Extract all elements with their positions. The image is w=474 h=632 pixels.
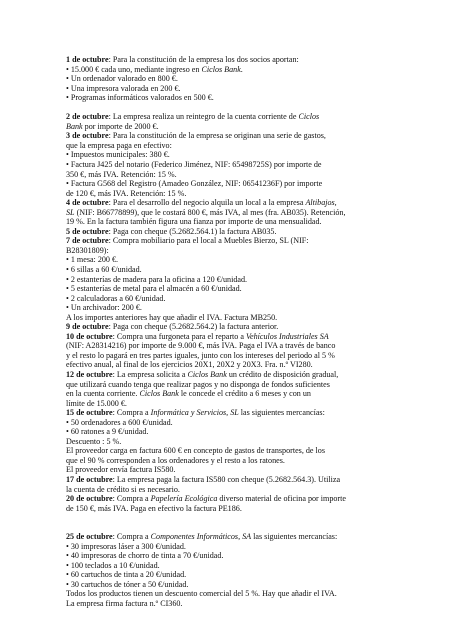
- entry-date: 15 de octubre: [66, 408, 113, 418]
- entry-text: : Compra a: [112, 532, 151, 542]
- bullet-line: • Programas informáticos valorados en 500 €.: [66, 93, 214, 103]
- entry-text: : La empresa paga la factura IS580 con cheque (5.2682.564.3). Utiliza: [112, 475, 341, 485]
- entry-oct-1: [66, 55, 451, 103]
- entry-text-after: un crédito de disposición gradual,: [226, 370, 339, 379]
- bullet-line: • Factura J425 del notario (Federico Jiménez, NIF: 65498725S) por importe de: [66, 159, 322, 169]
- entry-date: 1 de octubre: [66, 55, 109, 64]
- entry-text-after: diverso material de oficina por importe: [217, 494, 346, 504]
- bullet-line: • 30 impresoras láser a 300 €/unidad.: [66, 541, 186, 551]
- entry-line: [66, 122, 451, 132]
- entry-date: 10 de octubre: [66, 331, 113, 341]
- entry-text: : La empresa realiza un reintegro de la cuenta corriente de: [108, 112, 299, 122]
- paragraph-gap: [66, 103, 451, 113]
- entry-line: [66, 370, 451, 380]
- entry-line: 350 €, más IVA. Retención: 15 %.: [66, 169, 177, 179]
- bullet-line: • 2 estanterías de madera para la oficina a 120 €/unidad.: [66, 274, 248, 284]
- entry-oct-20: [66, 494, 451, 513]
- entry-text: : Compra a: [112, 408, 151, 418]
- bullet-line: • 100 teclados a 10 €/unidad.: [66, 560, 160, 570]
- company-name: Ciclos: [298, 112, 320, 122]
- paragraph-gap: [66, 513, 451, 532]
- entry-text: en la cuenta corriente.: [66, 389, 140, 399]
- entry-date: 2 de octubre: [66, 112, 109, 122]
- bullet-line: • 6 sillas a 60 €/unidad.: [66, 264, 142, 274]
- entry-text: : Compra mobiliario para el local a Muebles Bierzo, SL (NIF:: [108, 236, 309, 246]
- entry-text: : Paga con cheque (5.2682.564.2) la factura anterior.: [108, 322, 279, 332]
- entry-date: 25 de octubre: [66, 532, 113, 542]
- entry-oct-7: [66, 236, 451, 322]
- entry-line: [66, 227, 451, 237]
- entry-line: B28301809):: [66, 245, 109, 255]
- bullet-line: • Un archivador: 200 €.: [66, 303, 142, 313]
- entry-line: que utilizará cuando tenga que realizar pagos y no disponga de fondos suficientes: [66, 379, 330, 389]
- entry-line: [66, 389, 451, 399]
- bullet-line: • 60 ratones a 9 €/unidad.: [66, 427, 149, 437]
- bullet-line: • 50 ordenadores a 600 €/unidad.: [66, 417, 173, 427]
- entry-text-after: las siguientes mercancías:: [238, 408, 325, 418]
- entry-line: [66, 532, 451, 542]
- entry-oct-15: [66, 408, 451, 475]
- entry-date: 4 de octubre: [66, 198, 109, 208]
- bullet-line: • Factura G568 del Registro (Amadeo González, NIF: 06541236F) por importe: [66, 179, 323, 189]
- entry-text: : Para la constitución de la empresa los dos socios aportan:: [108, 55, 299, 64]
- company-name: Vehículos Industriales SA: [245, 331, 329, 341]
- entry-text: : Compra una furgoneta para el reparto a: [112, 331, 246, 341]
- entry-line: límite de 15.000 €.: [66, 398, 127, 408]
- entry-line: (NIF: A28314216) por importe de 9.000 €, más IVA. Paga el IVA a través de banco: [66, 341, 336, 351]
- company-name: Informática y Servicios, SL: [150, 408, 239, 418]
- entry-line: de 150 €, más IVA. Paga en efectivo la factura PE186.: [66, 503, 242, 513]
- bullet-line: • 5 estanterías de metal para el almacén a 60 €/unidad.: [66, 284, 242, 294]
- company-name: Ciclos Bank: [139, 389, 179, 399]
- company-name: Bank: [66, 121, 83, 131]
- entry-oct-10: [66, 332, 451, 370]
- bullet-line: • Una impresora valorada en 200 €.: [66, 83, 181, 93]
- entry-date: 3 de octubre: [66, 131, 109, 141]
- document-body: [66, 55, 451, 609]
- company-name: Ciclos Bank: [201, 64, 241, 74]
- entry-oct-2: [66, 112, 451, 131]
- entry-line: [66, 494, 451, 504]
- entry-line: efectivo anual, al final de los ejercicios 20X1, 20X2 y 20X3. Fra. n.º VI280.: [66, 360, 313, 370]
- entry-date: 7 de octubre: [66, 236, 109, 246]
- bullet-line: • 30 cartuchos de tóner a 50 €/unidad.: [66, 579, 189, 589]
- entry-date: 5 de octubre: [66, 226, 109, 236]
- entry-line: [66, 322, 451, 332]
- entry-line: [66, 55, 451, 65]
- entry-text: : Para el desarrollo del negocio alquila un local a la empresa: [108, 198, 306, 208]
- entry-date: 17 de octubre: [66, 475, 113, 485]
- entry-text: : Para la constitución de la empresa se originan una serie de gastos,: [108, 131, 326, 141]
- bullet-line: • Un ordenador valorado en 800 €.: [66, 74, 178, 84]
- entry-line: [66, 198, 451, 208]
- entry-line: La empresa firma factura n.º CI360.: [66, 599, 183, 609]
- company-name: SL: [66, 207, 75, 217]
- entry-text: : La empresa solicita a: [112, 370, 188, 379]
- entry-line: [66, 208, 451, 218]
- entry-date: 9 de octubre: [66, 322, 109, 332]
- entry-text: : Compra a: [112, 494, 151, 504]
- entry-text-after: .: [240, 64, 243, 74]
- entry-oct-17: [66, 475, 451, 494]
- entry-oct-25: [66, 532, 451, 608]
- company-name: Altibajos,: [305, 198, 337, 208]
- entry-date: 12 de octubre: [66, 370, 113, 379]
- company-name: Ciclos Bank: [187, 370, 227, 379]
- entry-line: 19 %. En la factura también figura una fianza por importe de una mensualidad.: [66, 217, 322, 227]
- entry-line: [66, 236, 451, 246]
- bullet-line: • Impuestos municipales: 380 €.: [66, 150, 170, 160]
- entry-line: [66, 408, 451, 418]
- entry-text-after: (NIF: B66778899), que le costará 800 €, más IVA, al mes (fra. AB035). Retención,: [74, 207, 346, 217]
- entry-line: El proveedor envía factura IS580.: [66, 465, 176, 475]
- entry-text-after: le concede el crédito a 6 meses y con un: [178, 389, 311, 399]
- entry-line: de 120 €, más IVA. Retención: 15 %.: [66, 188, 187, 198]
- bullet-line: • 1 mesa: 200 €.: [66, 255, 119, 265]
- entry-text: • 15.000 € cada uno, mediante ingreso en: [66, 64, 202, 74]
- entry-text-after: las siguientes mercancías:: [251, 532, 338, 542]
- entry-line: El proveedor carga en factura 600 € en concepto de gastos de transportes, de los: [66, 446, 325, 456]
- bullet-line: • 60 cartuchos de tinta a 20 €/unidad.: [66, 570, 187, 580]
- entry-text-after: por importe de 2000 €.: [82, 121, 159, 131]
- entry-line: que la empresa paga en efectivo:: [66, 140, 172, 150]
- entry-line: y el resto lo pagará en tres partes iguales, junto con los intereses del periodo al 5 %: [66, 350, 335, 360]
- entry-line: la cuenta de crédito si es necesario.: [66, 484, 180, 494]
- entry-oct-3: [66, 131, 451, 198]
- entry-line: [66, 131, 451, 141]
- entry-line: A los importes anteriores hay que añadir el IVA. Factura MB250.: [66, 312, 278, 322]
- entry-line: [66, 332, 451, 342]
- bullet-line: [66, 65, 451, 75]
- entry-oct-4: [66, 198, 451, 227]
- entry-line: Todos los productos tienen un descuento comercial del 5 %. Hay que añadir el IVA.: [66, 589, 337, 599]
- entry-oct-9: [66, 322, 451, 332]
- bullet-line: • 2 calculadoras a 60 €/unidad.: [66, 293, 166, 303]
- entry-oct-12: [66, 370, 451, 408]
- entry-line: [66, 475, 451, 485]
- entry-line: [66, 112, 451, 122]
- bullet-line: • 40 impresoras de chorro de tinta a 70 €/unidad.: [66, 551, 224, 561]
- entry-oct-5: [66, 227, 451, 237]
- entry-date: 20 de octubre: [66, 494, 113, 504]
- entry-line: Descuento : 5 %.: [66, 436, 122, 446]
- company-name: Papelería Ecológica: [150, 494, 218, 504]
- entry-text: : Paga con cheque (5.2682.564.1) la factura AB035.: [108, 226, 277, 236]
- company-name: Componentes Informáticos, SA: [150, 532, 252, 542]
- entry-line: que el 90 % corresponden a los ordenadores y el resto a los ratones.: [66, 455, 285, 465]
